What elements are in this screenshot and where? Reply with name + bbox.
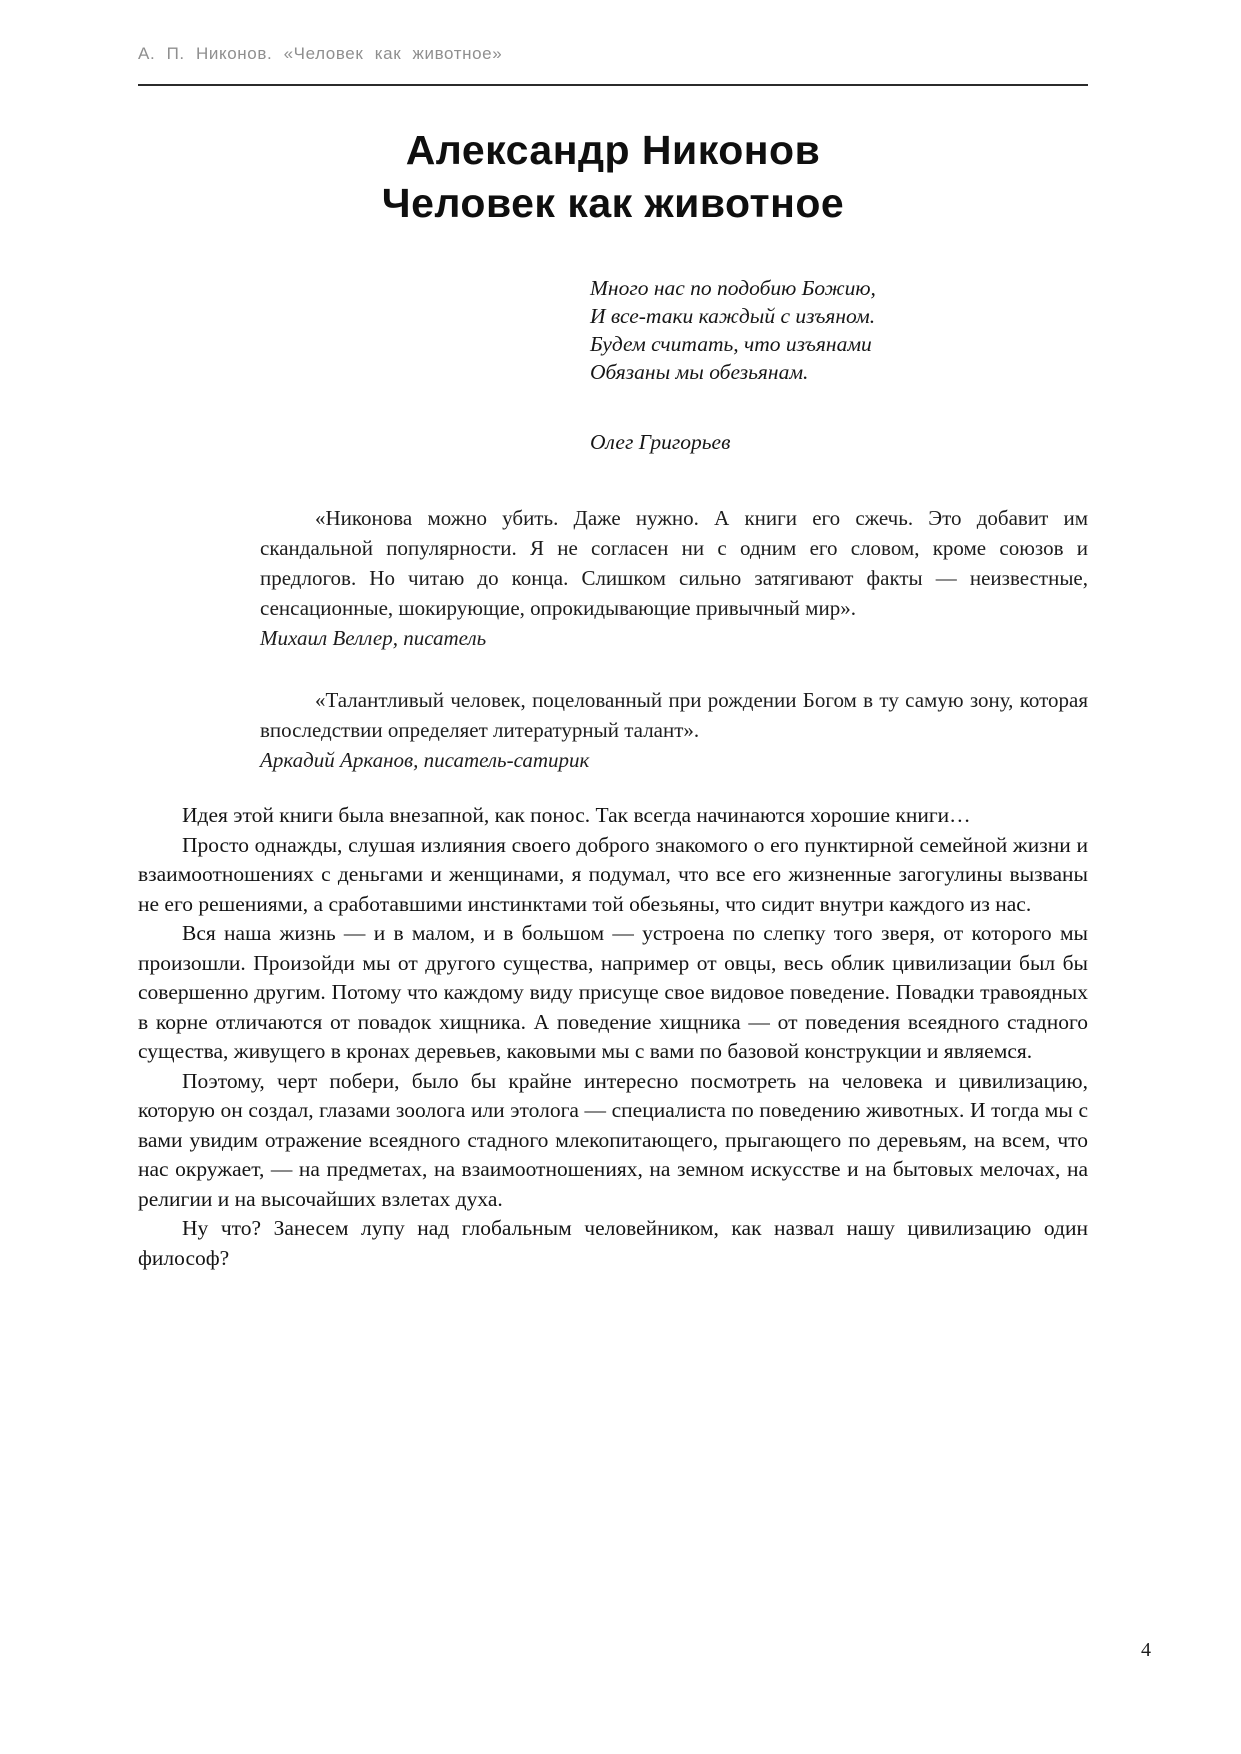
epigraph-line: Обязаны мы обезьянам. bbox=[590, 360, 809, 384]
epigraph-author: Олег Григорьев bbox=[590, 430, 731, 454]
header-divider bbox=[138, 84, 1088, 86]
endorsement-quote-weller bbox=[260, 503, 1088, 653]
page-content bbox=[138, 104, 1088, 1273]
body-text bbox=[138, 801, 1088, 1273]
quote-text: «Талантливый человек, поцелованный при рождении Богом в ту самую зону, которая впоследствии определяет литературный талант». bbox=[260, 688, 1088, 742]
quote-attribution: Михаил Веллер, писатель bbox=[260, 626, 487, 650]
endorsement-quote-arkanov bbox=[260, 685, 1088, 775]
epigraph bbox=[590, 274, 1088, 386]
book-title bbox=[138, 124, 1088, 230]
title-name-line: Человек как животное bbox=[381, 180, 845, 226]
title-author-line: Александр Никонов bbox=[405, 127, 821, 173]
running-header: А. П. Никонов. «Человек как животное» bbox=[138, 44, 503, 63]
epigraph-line: И все-таки каждый с изъяном. bbox=[590, 304, 876, 328]
paragraph: Ну что? Занесем лупу над глобальным человейником, как назвал нашу цивилизацию один философ? bbox=[138, 1216, 1088, 1270]
quote-text: «Никонова можно убить. Даже нужно. А книги его сжечь. Это добавит им скандальной популярности. Я не согласен ни с одним его словом, кроме союзов и предлогов. Но читаю до конца. Слишком сильно затягивают факты — неизвестные, сенсационные, шокирующие, опрокидывающие привычный мир». bbox=[260, 506, 1088, 620]
paragraph: Вся наша жизнь — и в малом, и в большом — устроена по слепку того зверя, от которого мы произошли. Произойди мы от другого существа, например от овцы, весь облик цивилизации был бы совершенно другим. Потому что каждому виду присуще свое видовое поведение. Повадки травоядных в корне отличаются от повадок хищника. А поведение хищника — от поведения всеядного стадного существа, живущего в кронах деревьев, каковыми мы с вами по базовой конструкции и являемся. bbox=[138, 921, 1088, 1063]
paragraph: Идея этой книги была внезапной, как понос. Так всегда начинаются хорошие книги… bbox=[182, 803, 971, 827]
epigraph-line: Будем считать, что изъянами bbox=[590, 332, 872, 356]
page-number: 4 bbox=[1141, 1639, 1151, 1661]
quote-attribution: Аркадий Арканов, писатель-сатирик bbox=[260, 748, 590, 772]
paragraph: Просто однажды, слушая излияния своего доброго знакомого о его пунктирной семейной жизни и взаимоотношениях с деньгами и женщинами, я подумал, что все его жизненные загогулины вызваны не его решениями, а сработавшими инстинктами той обезьяны, что сидит внутри каждого из нас. bbox=[138, 832, 1088, 916]
paragraph: Поэтому, черт побери, было бы крайне интересно посмотреть на человека и цивилизацию, которую он создал, глазами зоолога или этолога — специалиста по поведению животных. И тогда мы с вами увидим отражение всеядного стадного млекопитающего, прыгающего по деревьям, на всем, что нас окружает, — на предметах, на взаимоотношениях, на земном искусстве и на бытовых мелочах, на религии и на высочайших взлетах духа. bbox=[138, 1068, 1088, 1211]
epigraph-line: Много нас по подобию Божию, bbox=[590, 276, 876, 300]
